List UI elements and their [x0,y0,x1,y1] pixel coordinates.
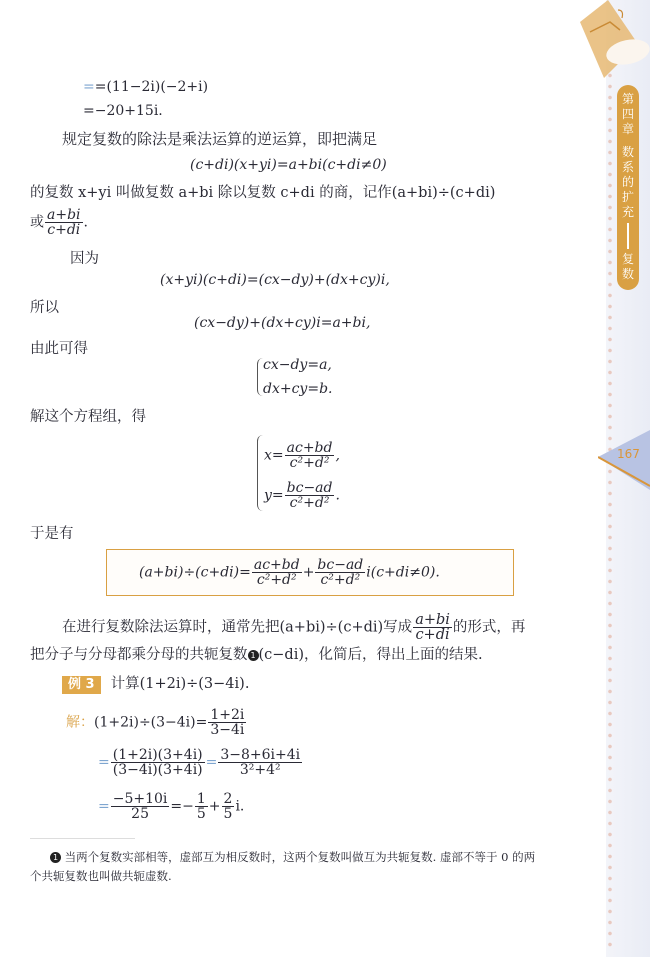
chapter-tab-char: 数 [621,267,634,281]
footnote-line: 1 当两个复数实部相等，虚部互为相反数时，这两个复数叫做互为共轭复数. 虚部不等于 0 的两 [50,848,535,866]
chapter-tab-dash [627,223,629,249]
paragraph: 所以 [30,300,59,316]
solution-step-1: 解：(1+2i)÷(3−4i)= $\frac{1+2i}{3-4i}$ [66,707,245,738]
paragraph: 解这个方程组，得 [30,409,146,425]
system-solution-x: x= $\frac{ac+bd}{\text{c²+d²}}$ , [264,440,340,471]
example-heading: 例 3 计算(1+2i)÷(3−4i). [62,675,249,694]
fraction: $\frac{1}{5}$ [196,791,206,822]
equation: (cx−dy)+(dx+cy)i=a+bi, [194,315,371,331]
equation: (x+yi)(c+di)=(cx−dy)+(dx+cy)i, [160,272,390,288]
chapter-tab[interactable] [617,85,639,290]
corner-decoration-icon [580,0,650,78]
brace [257,435,264,511]
paragraph: 于是有 [30,526,74,542]
solution-label: 解： [66,714,94,731]
division-formula: (a+bi)÷(c+di)= $\frac{ac+bd}{\text{c²+d²}}$ + $\frac{bc-ad}{\text{c²+d²}}$ i(c+di≠0). [139,557,440,588]
fraction: $\frac{1+2i}{3-4i}$ [210,707,245,738]
footnote-divider [30,838,135,839]
chapter-tab-char: 充 [621,205,634,219]
fraction: $\frac{a+bi}{c+di}$ [47,207,81,238]
footnote-marker[interactable]: 1 [248,650,259,661]
chapter-tab-char: 第 [621,92,634,106]
example-badge: 例 3 [62,676,101,694]
system-solution-y: y= $\frac{bc-ad}{\text{c²+d²}}$ . [264,480,340,511]
system-equation: dx+cy=b. [263,381,333,397]
fraction: $\frac{bc-ad}{\text{c²+d²}}$ [317,557,364,588]
fraction: $\frac{bc-ad}{\text{c²+d²}}$ [286,480,333,511]
equation-line: =−20+15i. [83,103,163,119]
chapter-tab-char: 扩 [621,190,634,204]
system-equation: cx−dy=a, [263,357,332,373]
fraction: $\frac{-5+10i}{25}$ [112,791,168,822]
fraction: $\frac{3-8+6i+4i}{\text{3²+4²}}$ [220,747,301,778]
fraction: $\frac{(1+2i)(3+4i)}{(3-4i)(3+4i)}$ [112,747,203,778]
dotted-margin-line [607,70,613,950]
paragraph: 把分子与分母都乘分母的共轭复数 1 (c−di)，化简后，得出上面的结果. [30,647,483,663]
equation-definition: (c+di)(x+yi)=a+bi(c+di≠0) [190,157,387,173]
paragraph: 或 $\frac{a+bi}{c+di}$ . [30,207,88,238]
paragraph: 规定复数的除法是乘法运算的逆运算，即把满足 [62,130,378,148]
fraction: $\frac{a+bi}{c+di}$ [415,612,450,643]
paragraph: 由此可得 [30,341,88,357]
chapter-tab-char: 四 [621,107,634,121]
solution-step-2: = $\frac{(1+2i)(3+4i)}{(3-4i)(3+4i)}$ = $\frac{3-8+6i+4i}{\text{3²+4²}}$ [98,747,301,778]
chapter-tab-char: 系 [621,160,634,174]
paragraph: 在进行复数除法运算时，通常先把(a+bi)÷(c+di)写成 $\frac{a+bi}{c+di}$ 的形式，再 [62,612,526,643]
fraction: $\frac{ac+bd}{\text{c²+d²}}$ [286,440,333,471]
chapter-tab-char: 复 [621,252,634,266]
fraction: $\frac{2}{5}$ [223,791,233,822]
page-number: 167 [617,447,640,461]
chapter-tab-char: 的 [621,175,634,189]
paragraph: 因为 [70,251,99,267]
footnote-marker: 1 [50,852,61,863]
paragraph: 的复数 x+yi 叫做复数 a+bi 除以复数 c+di 的商，记作(a+bi)÷(c+di) [30,185,496,201]
solution-step-3: = $\frac{-5+10i}{25}$ =− $\frac{1}{5}$ + $\frac{2}{5}$ i. [98,791,245,822]
chapter-tab-char: 数 [621,145,634,159]
boxed-formula [106,549,514,596]
fraction: $\frac{ac+bd}{\text{c²+d²}}$ [253,557,300,588]
chapter-tab-char: 章 [621,122,634,136]
equation-line: ==(11−2i)(−2+i) [83,79,209,95]
footnote-line: 个共轭复数也叫做共轭虚数. [30,869,172,883]
